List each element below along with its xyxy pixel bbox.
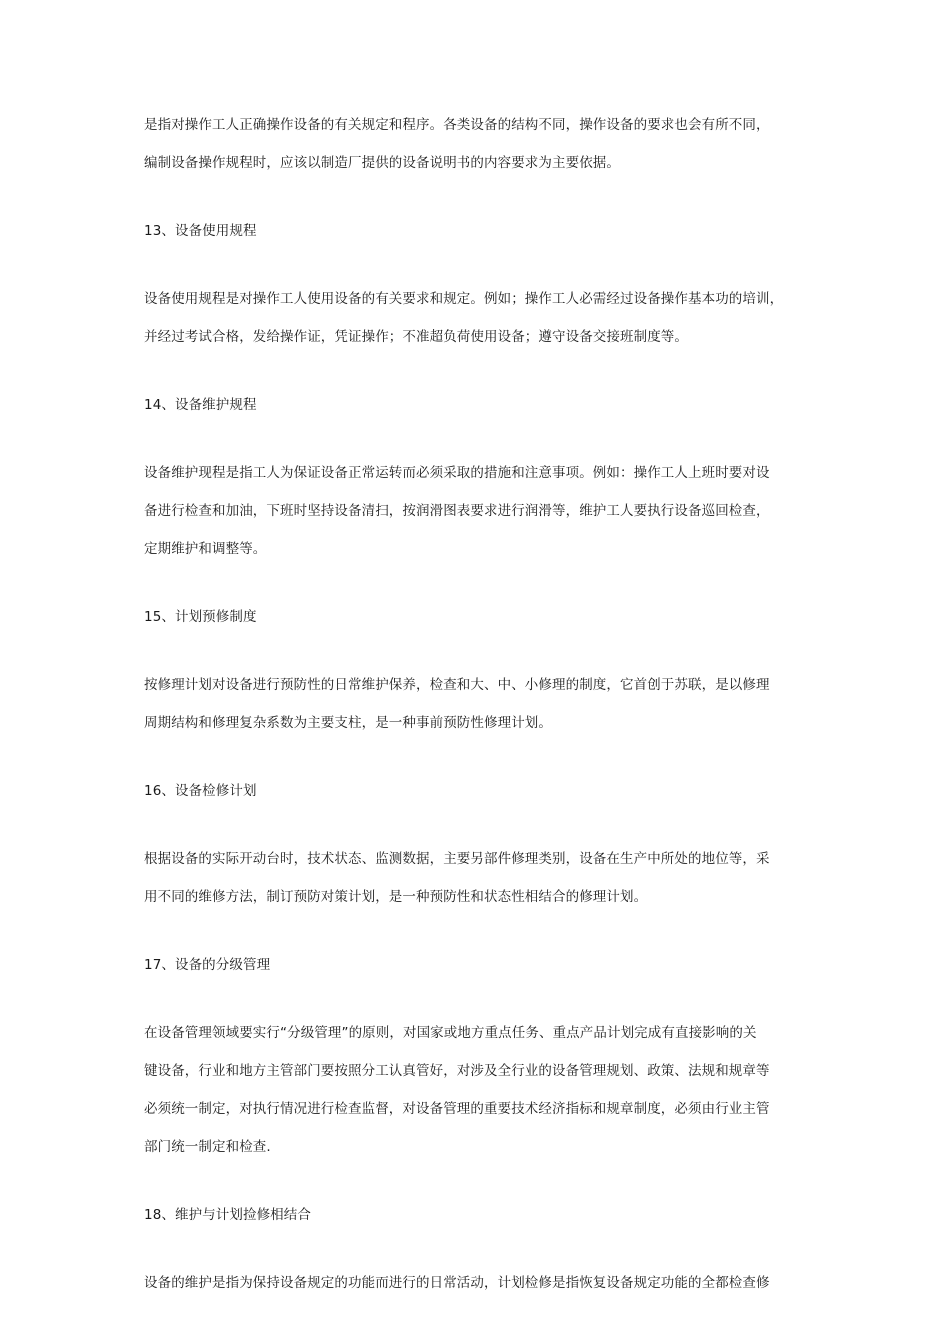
text-line: 设备维护现程是指工人为保证设备正常运转而必须采取的措施和注意事项。例如：操作工人上班时要对设 <box>144 465 770 481</box>
text-line: 备进行检查和加油，下班时坚持设备清扫，按润滑图表要求进行润滑等，维护工人要执行设备巡回检查， <box>144 503 770 519</box>
section-heading: 17、设备的分级管理 <box>144 957 271 973</box>
section-heading: 13、设备使用规程 <box>144 223 257 239</box>
text-line: 定期维护和调整等。 <box>144 541 267 557</box>
heading-17 <box>144 954 812 977</box>
section-heading: 14、设备维护规程 <box>144 397 257 413</box>
heading-14 <box>144 394 812 417</box>
text-line: 键设备，行业和地方主管部门要按照分工认真管好，对涉及全行业的设备管理规划、政策、法规和规章等 <box>144 1063 770 1079</box>
heading-15 <box>144 606 812 629</box>
section-heading: 18、维护与计划捡修相结合 <box>144 1207 311 1223</box>
text-line: 根据设备的实际开动台时，技术状态、监测数据，主要另部件修理类别，设备在生产中所处的地位等，采 <box>144 851 770 867</box>
text-line: 并经过考试合格，发给操作证，凭证操作；不准超负荷使用设备；遵守设备交接班制度等。 <box>144 329 688 345</box>
text-line: 部门统一制定和检查. <box>144 1139 271 1155</box>
paragraph-17 <box>144 1022 812 1159</box>
paragraph-13 <box>144 288 812 349</box>
section-heading: 15、计划预修制度 <box>144 609 257 625</box>
text-line: 必须统一制定，对执行情况进行检查监督，对设备管理的重要技术经济指标和规章制度，必须由行业主管 <box>144 1101 770 1117</box>
section-heading: 16、设备检修计划 <box>144 783 257 799</box>
text-line: 设备使用规程是对操作工人使用设备的有关要求和规定。例如；操作工人必需经过设备操作基本功的培训， <box>144 291 784 307</box>
heading-16 <box>144 780 812 803</box>
heading-18 <box>144 1204 812 1227</box>
heading-13 <box>144 220 812 243</box>
paragraph-operation-rules-cont <box>144 114 812 175</box>
paragraph-14 <box>144 462 812 561</box>
text-line: 周期结构和修理复杂系数为主要支柱，是一种事前预防性修理计划。 <box>144 715 552 731</box>
text-line: 编制设备操作规程时，应该以制造厂提供的设备说明书的内容要求为主要依据。 <box>144 155 620 171</box>
paragraph-16 <box>144 848 812 909</box>
text-line: 在设备管理领域要实行“分级管理”的原则，对国家或地方重点任务、重点产品计划完成有直接影响的关 <box>144 1025 757 1041</box>
paragraph-15 <box>144 674 812 735</box>
text-line: 是指对操作工人正确操作设备的有关规定和程序。各类设备的结构不同，操作设备的要求也会有所不同， <box>144 117 770 133</box>
document-page <box>144 114 812 1295</box>
text-line: 用不同的维修方法，制订预防对策计划，是一种预防性和状态性相结合的修理计划。 <box>144 889 648 905</box>
text-line: 设备的维护是指为保持设备规定的功能而进行的日常活动，计划检修是指恢复设备规定功能的全都检查修 <box>144 1275 770 1291</box>
text-line: 按修理计划对设备进行预防性的日常维护保养，检查和大、中、小修理的制度，它首创于苏联，是以修理 <box>144 677 770 693</box>
paragraph-18 <box>144 1272 812 1295</box>
